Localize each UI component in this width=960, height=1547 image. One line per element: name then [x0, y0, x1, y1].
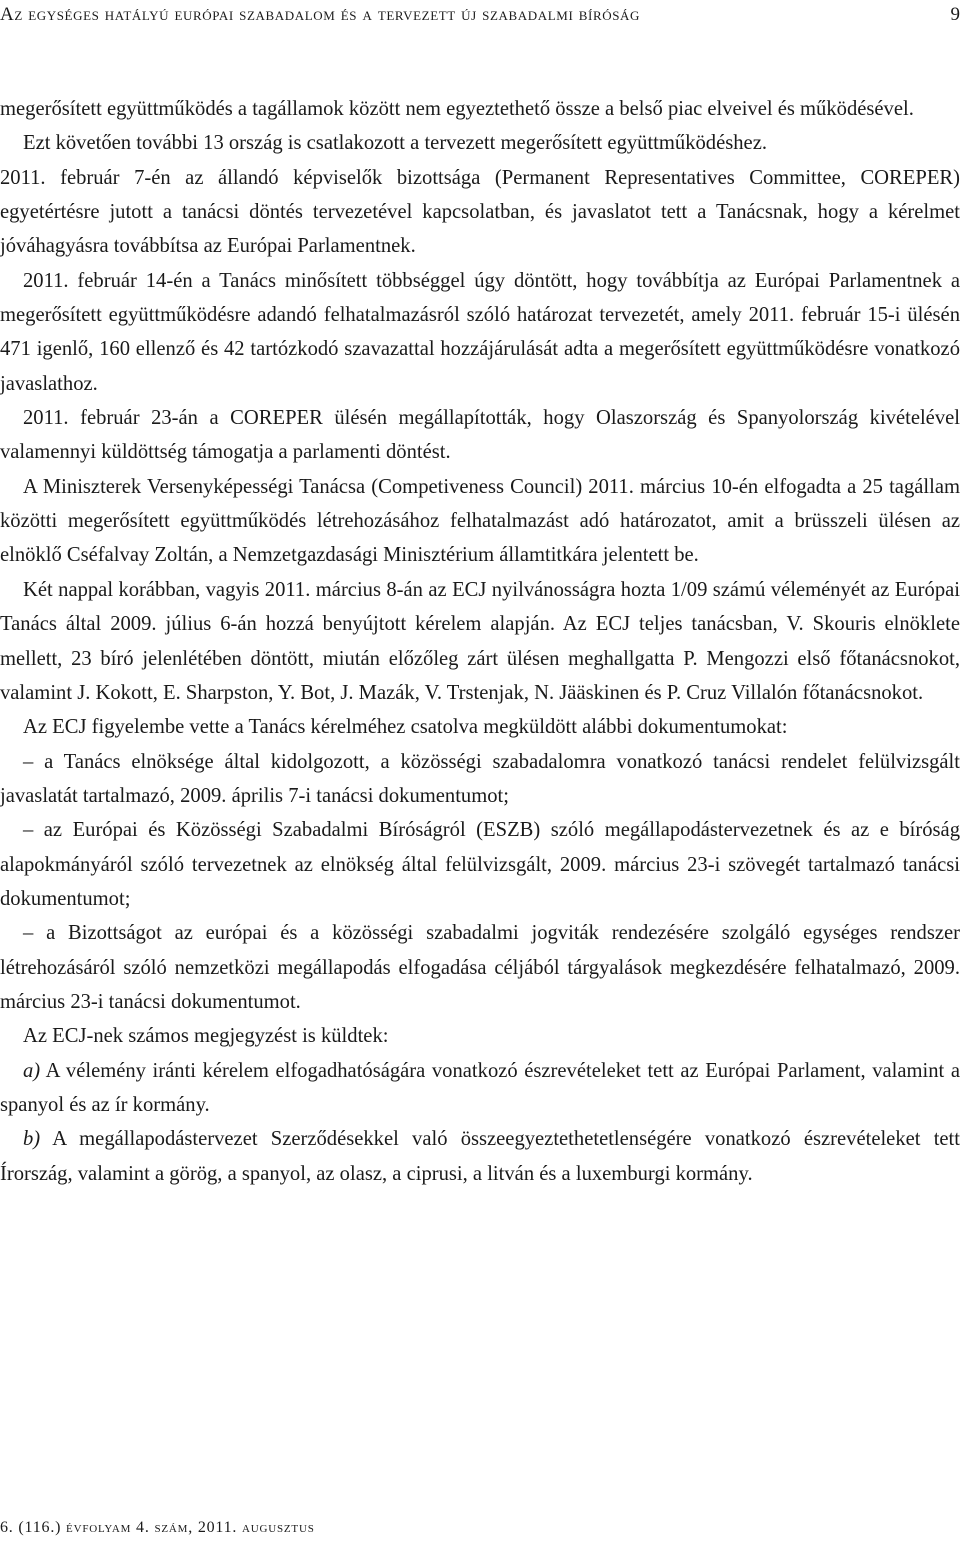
- running-head: [0, 4, 960, 34]
- paragraph: 2011. február 14-én a Tanács minősített többséggel úgy döntött, hogy továbbítja az Európai Parlamentnek a megerősített együttműködésre adandó felhatalmazásról szóló határozat tervezetét, amely 2011. február 15-i ülésén 471 igenlő, 160 ellenző és 42 tartózkodó szavazattal hozzájárulását adta a megerősített együttműködésre vonatkozó javaslathoz.: [0, 269, 960, 395]
- paragraph: Az ECJ figyelembe vette a Tanács kérelméhez csatolva megküldött alábbi dokumentumokat:: [23, 716, 788, 739]
- article-body: [0, 92, 960, 1191]
- page-number: 9: [950, 4, 960, 25]
- paragraph: Az ECJ-nek számos megjegyzést is küldtek:: [23, 1025, 389, 1048]
- observation-text: A vélemény iránti kérelem elfogadhatóságára vonatkozó észrevételeket tett az Európai Parlament, valamint a spanyol és az ír kormány.: [0, 1059, 960, 1116]
- paragraph: A Miniszterek Versenyképességi Tanácsa (Competiveness Council) 2011. március 10-én elfogadta a 25 tagállam közötti megerősített együttműködés létrehozásához felhatalmazást adó határozatot, amit a brüsszeli ülésen az elnöklő Cséfalvay Zoltán, a Nemzetgazdasági Minisztérium államtitkára jelentett be.: [0, 475, 960, 567]
- running-title: Az egységes hatályú európai szabadalom és a tervezett új szabadalmi bíróság: [0, 4, 641, 25]
- paragraph-continuation: megerősített együttműködés a tagállamok között nem egyeztethető össze a belső piac elveivel és működésével.: [0, 98, 914, 120]
- list-item: – a Tanács elnöksége által kidolgozott, a közösségi szabadalomra vonatkozó tanácsi rendelet felülvizsgált javaslatát tartalmazó, 2009. április 7-i tanácsi dokumentumot;: [0, 750, 960, 807]
- observation-item: [0, 1054, 960, 1123]
- paragraph: Ezt követően további 13 ország is csatlakozott a tervezett megerősített együttműködéshez.: [23, 132, 767, 155]
- observation-text: A megállapodástervezet Szerződésekkel való összeegyeztethetetlenségére vonatkozó észrevételeket tett Írország, valamint a görög, a spanyol, az olasz, a ciprusi, a litván és a luxemburgi kormány.: [0, 1128, 960, 1185]
- paragraph: 2011. február 7-én az állandó képviselők bizottsága (Permanent Representatives Committee, COREPER) egyetértésre jutott a tanácsi döntés tervezetével kapcsolatban, és javaslatot tett a Tanácsnak, hogy a kérelmet jóváhagyásra továbbítsa az Európai Parlamentnek.: [0, 166, 960, 258]
- paragraph: 2011. február 23-án a COREPER ülésén megállapították, hogy Olaszország és Spanyolország kivételével valamennyi küldöttség támogatja a parlamenti döntést.: [0, 407, 960, 464]
- paragraph: Két nappal korábban, vagyis 2011. március 8-án az ECJ nyilvánosságra hozta 1/09 számú véleményét az Európai Tanács által 2009. július 6-án hozzá benyújtott kérelem alapján. Az ECJ teljes tanácsban, V. Skouris elnöklete mellett, 23 bíró jelenlétében döntött, miután előzőleg zárt ülésen meghallgatta P. Mengozzi első főtanácsnokot, valamint J. Kokott, E. Sharpston, Y. Bot, J. Mazák, V. Trstenjak, N. Jääskinen és P. Cruz Villalón főtanácsnokot.: [0, 578, 960, 704]
- list-item: – az Európai és Közösségi Szabadalmi Bíróságról (ESZB) szóló megállapodástervezetnek és az e bíróság alapokmányáról szóló tervezetnek az elnökség által felülvizsgált, 2009. március 23-i szövegét tartalmazó tanácsi dokumentumot;: [0, 819, 960, 910]
- observation-marker: b): [23, 1128, 41, 1151]
- issue-footer: 6. (116.) évfolyam 4. szám, 2011. augusztus: [0, 1519, 315, 1536]
- observation-item: [0, 1122, 960, 1191]
- list-item: – a Bizottságot az európai és a közösségi szabadalmi jogviták rendezésére szolgáló egységes rendszer létrehozásáról szóló nemzetközi megállapodás elfogadása céljából tárgyalások megkezdésére felhatalmazó, 2009. március 23-i tanácsi dokumentumot.: [0, 922, 960, 1013]
- observation-marker: a): [23, 1059, 41, 1082]
